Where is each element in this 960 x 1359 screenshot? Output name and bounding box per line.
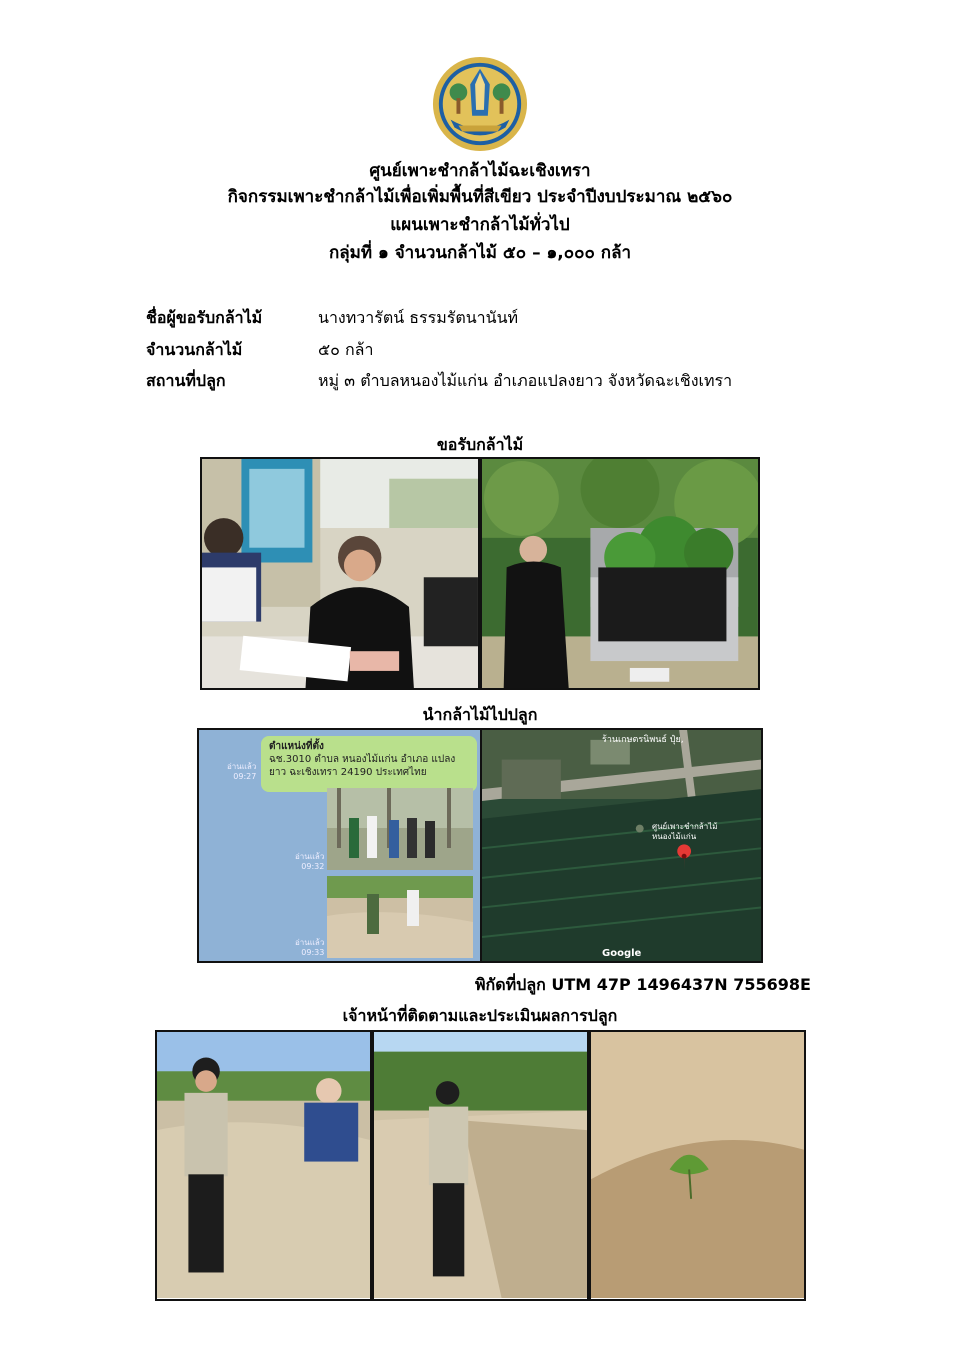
section-planting-title: นำกล้าไม้ไปปลูก	[422, 705, 538, 724]
applicant-label: ชื่อผู้ขอรับกล้าไม้	[146, 308, 263, 327]
photo-monitor-2	[372, 1030, 589, 1301]
photo-signing-form	[200, 457, 480, 690]
header-line-2: กิจกรรมเพาะชำกล้าไม้เพื่อเพิ่มพื้นที่สีเขียว ประจำปีงบประมาณ ๒๕๖๐	[227, 187, 733, 207]
photo-monitor-3-image	[591, 1032, 804, 1298]
photo-monitor-1-image	[157, 1032, 370, 1298]
satellite-image	[482, 730, 761, 962]
read-mark-1	[227, 762, 256, 782]
section-monitoring-title: เจ้าหน้าที่ติดตามและประเมินผลการปลูก	[342, 1006, 618, 1025]
read-mark-3	[295, 938, 324, 958]
planting-coordinates: พิกัดที่ปลูก UTM 47P 1496437N 755698E	[475, 975, 811, 994]
chat-photo-group	[327, 788, 473, 870]
read-time-1: 09:27	[233, 772, 257, 781]
map-google-logo: Google	[602, 948, 642, 959]
photo-truck-image	[482, 459, 758, 689]
photo-signing-image	[202, 459, 478, 689]
photo-monitor-3	[589, 1030, 806, 1301]
place-label: สถานที่ปลูก	[146, 371, 226, 390]
satellite-map	[480, 728, 763, 963]
applicant-value: นางทวารัตน์ ธรรมรัตนานันท์	[318, 308, 519, 327]
place-value: หมู่ ๓ ตำบลหนองไม้แก่น อำเภอแปลงยาว จังหวัดฉะเชิงเทรา	[318, 371, 733, 390]
map-label-nursery-line1: ศูนย์เพาะชำกล้าไม้	[652, 822, 718, 831]
header-line-4: กลุ่มที่ ๑ จำนวนกล้าไม้ ๕๐ – ๑,๐๐๐ กล้า	[328, 243, 632, 263]
photo-monitor-2-image	[374, 1032, 587, 1298]
header-line-1: ศูนย์เพาะชำกล้าไม้ฉะเชิงเทรา	[369, 161, 591, 181]
location-bubble	[261, 736, 477, 792]
chat-photo-planting	[327, 876, 473, 958]
read-mark-2	[295, 852, 324, 872]
count-value: ๕๐ กล้า	[318, 340, 374, 359]
map-label-nursery-line2: หนองไม้แก่น	[652, 832, 697, 841]
read-time-3: 09:33	[301, 948, 325, 957]
read-label-3: อ่านแล้ว	[295, 938, 325, 947]
location-title: ตำแหน่งที่ตั้ง	[269, 741, 324, 752]
chat-screenshot	[197, 728, 482, 963]
read-label-1: อ่านแล้ว	[227, 762, 257, 771]
read-label-2: อ่านแล้ว	[295, 852, 325, 861]
count-label: จำนวนกล้าไม้	[146, 340, 243, 359]
department-emblem-logo	[431, 55, 529, 153]
map-label-shop: ร้านเกษตรนิพนธ์ ปุ๋ย,	[602, 735, 684, 745]
photo-truck-seedlings	[480, 457, 760, 690]
location-text: ฉช.3010 ตำบล หนองไม้แก่น อำเภอ แปลงยาว ฉะเชิงเทรา 24190 ประเทศไทย	[269, 754, 456, 778]
map-label-nursery	[652, 822, 718, 842]
header-line-3: แผนเพาะชำกล้าไม้ทั่วไป	[390, 215, 570, 235]
section-receive-title: ขอรับกล้าไม้	[436, 435, 524, 454]
photo-monitor-1	[155, 1030, 372, 1301]
read-time-2: 09:32	[301, 862, 325, 871]
